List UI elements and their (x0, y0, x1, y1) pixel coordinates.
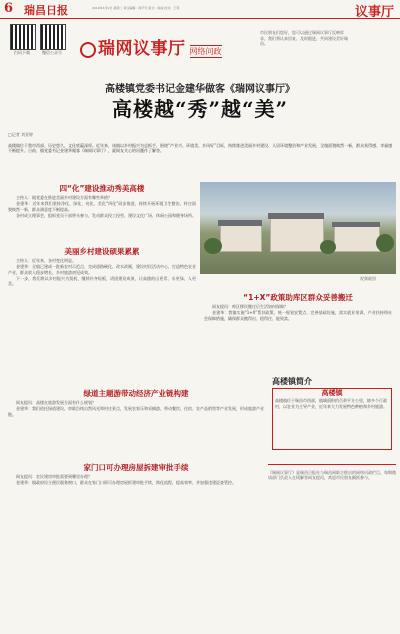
info-box (272, 388, 392, 450)
section-heading: “1+X”政策助库区群众妥善搬迁 (243, 293, 353, 302)
paragraph: 金建华：近年来我们坚持净化、绿化、亮化、美化“四化”同步推进，持续开展环境卫生整治，村庄面貌焕然一新，群众满意度不断提高。 (8, 201, 196, 212)
paragraph: 金建华：我们依托绿道建设，串联沿线自然风光和村庄景点，发展农家乐和采摘游，带动餐饮、住宿、农产品销售等产业发展，形成旅游产业链。 (8, 406, 264, 417)
qr-label: 扫码下载 (14, 50, 30, 55)
infobox-text: 高楼镇位于瑞昌市西部，镇域面积约百余平方公里，辖多个行政村，以农业为主导产业，近年来大力发展特色种植和乡村旅游。 (275, 398, 387, 409)
photo-credit: 视频截图 (360, 276, 376, 281)
article-body (8, 400, 264, 418)
paragraph: 主持人：镇党委在推进美丽乡村建设方面有哪些举措？ (16, 195, 112, 200)
byline: □记者 刘亚婷 (8, 132, 34, 137)
section-heading: 家门口可办理房屋拆建审批手续 (83, 463, 189, 472)
article-body (204, 304, 392, 322)
section-heading: 四“化”建设推动秀美高楼 (59, 184, 145, 193)
qr-code-icon (10, 24, 36, 50)
newspaper-name: 瑞昌日报 (24, 4, 68, 17)
qr-label: 微信公众号 (42, 50, 62, 55)
section-heading: 绿道主题游带动经济产业链构建 (83, 389, 189, 398)
subheadline: 高楼镇党委书记金建华做客《瑞网议事厅》 (105, 84, 295, 95)
banner-subtitle: 网络问政 (189, 47, 222, 56)
paragraph: 各村成立理事会，组织党员干部带头参与，发动群众投工投劳，建设文化广场、休闲公园和健身场所。 (16, 212, 196, 218)
paragraph: 金建华：我镇实施“1+X”帮扶政策，统一规划安置点，完善基础设施，落实就业培训、产业扶持和社会保障措施，确保群众搬得出、稳得住、能致富。 (204, 310, 392, 321)
section-heading: 美丽乡村建设硕果累累 (64, 247, 140, 256)
lead-paragraph: 高楼镇位于我市西部，历史悠久，文化底蕴深厚。近年来，该镇以乡村振兴为总抓手，围绕“产业兴、环境美、乡风好”目标，持续推进美丽乡村建设、人居环境整治和产业发展，全镇面貌焕然一新，群众获得感、幸福感不断提升。日前，镇党委书记金建华做客《瑞网议事厅》，就网友关心的问题作了解答。 (8, 143, 393, 154)
qr-code-icon (40, 24, 66, 50)
paragraph: 网友提问：库区移民搬迁后生活如何保障？ (212, 304, 288, 309)
article-photo (200, 182, 396, 274)
page-number: 6 (4, 1, 14, 16)
banner-title: 瑞网议事厅 (98, 39, 186, 59)
divider (268, 464, 396, 465)
paragraph: 金建华：全镇已建成一批新农村示范点，完成道路硬化、改水改厕，建设村民活动中心，打造特色农业产业，群众收入稳步增长，乡村旅游初见成效。 (8, 264, 196, 275)
paragraph: 主持人：近年来，各村变化明显。 (16, 258, 76, 263)
infobox-title: 高楼镇 (321, 389, 343, 397)
section-title: 议事厅 (354, 5, 394, 20)
banner-intro: 市民朋友们您好，您可以通过瑞网议事厅反映诉求，我们将认真回复、及时跟进，共同建设美好瑞昌。 (260, 30, 348, 46)
infobox-heading: 高楼镇简介 (272, 377, 312, 386)
article-body (8, 195, 196, 219)
headline: 高楼越“秀”越“美” (111, 97, 288, 121)
article-body (8, 474, 264, 487)
issue-meta: 2019年4月9日 星期二 责任编辑：徐平芳 版式：杨丽 校对：王莉 (92, 6, 180, 10)
article-body (8, 258, 196, 287)
column-banner (80, 34, 290, 62)
paragraph: 金建华：镇政府设立便民服务窗口，群众在家门口即可办理房屋拆建审批手续，简化流程，提高效率，并加强违建巡查管控。 (16, 480, 236, 486)
column-note: 《瑞网议事厅》是瑞昌日报社与瑞昌网联合推出的网络问政栏目，每期邀请部门负责人在线解答网友提问，欢迎市民朋友踊跃参与。 (268, 470, 396, 481)
paragraph: 下一步，我们将以乡村振兴为契机，继续补齐短板，巩固建设成果，让高楼的山更青、水更绿、人更美。 (8, 275, 196, 287)
logo-icon (80, 42, 96, 58)
paragraph: 网友提问：农民建房审批需要到哪里办理？ (16, 474, 92, 479)
paragraph: 网友提问：高楼在旅游发展方面有什么规划？ (16, 400, 96, 405)
